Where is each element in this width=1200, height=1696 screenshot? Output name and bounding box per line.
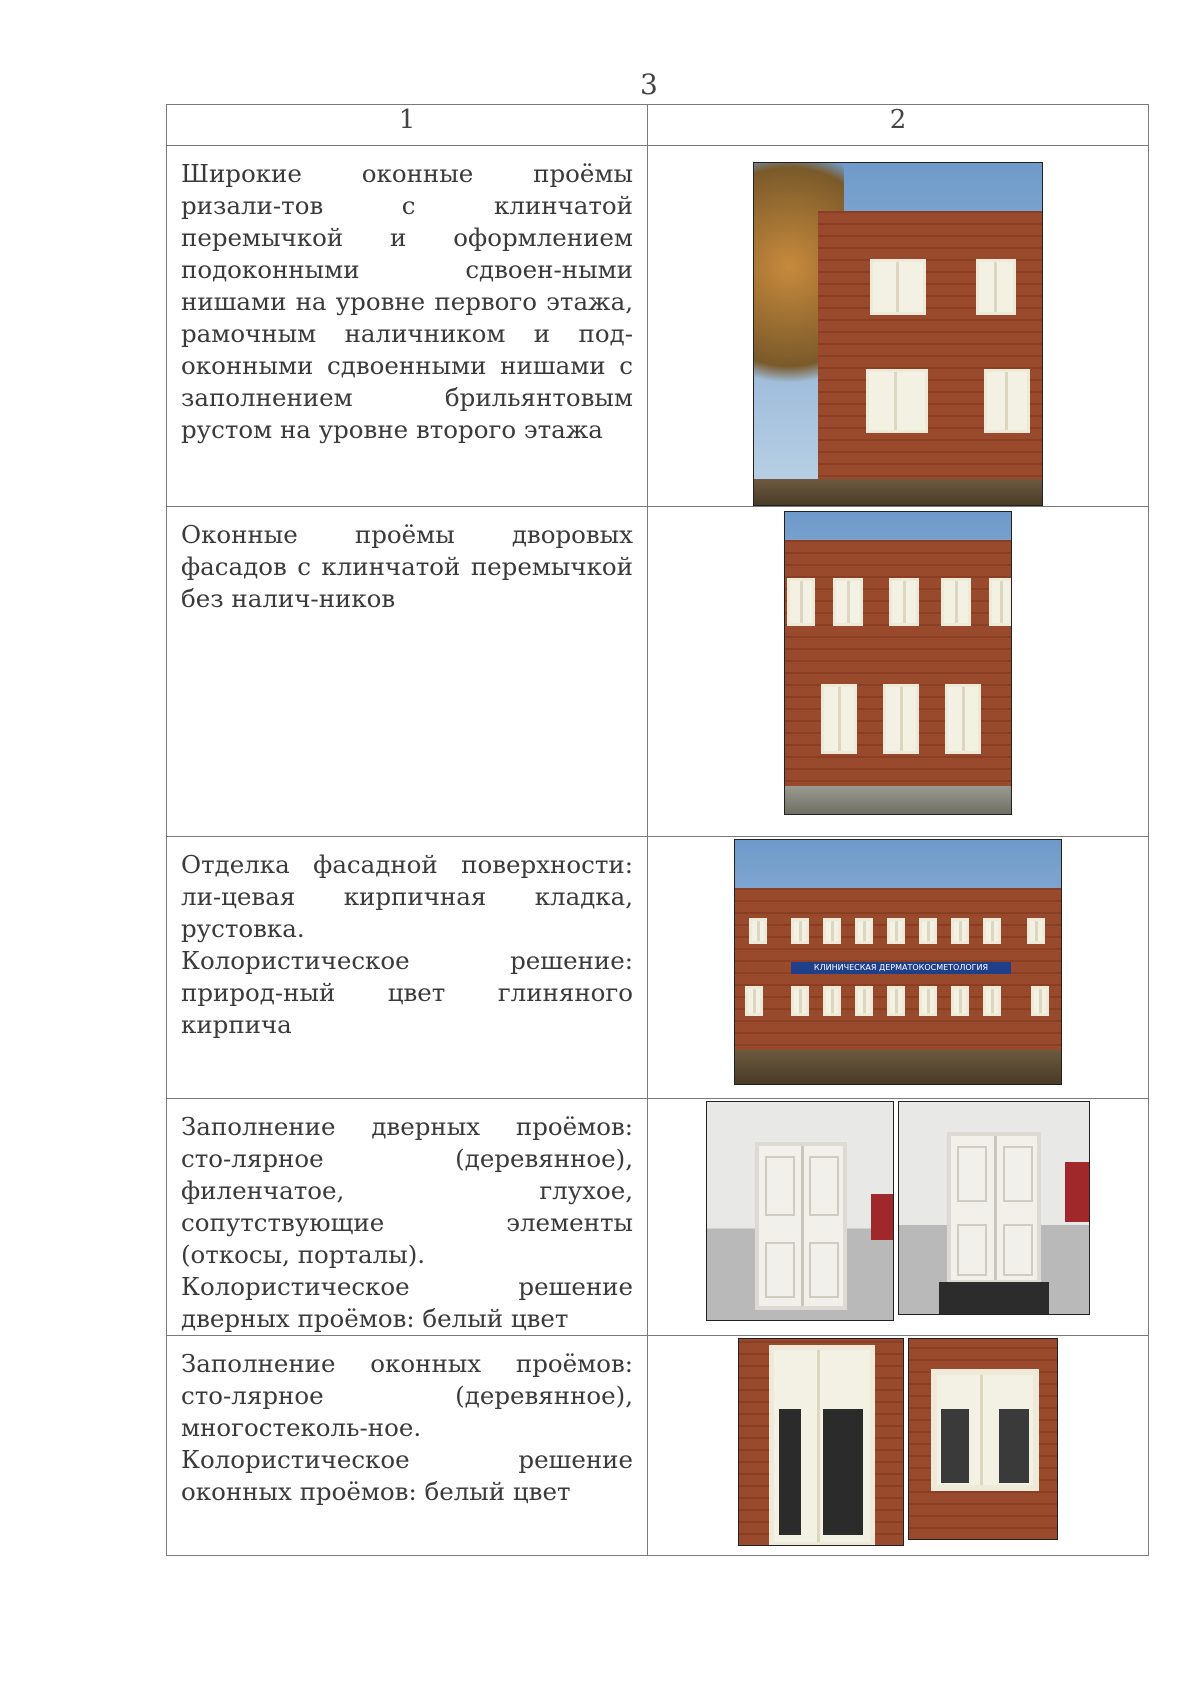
table-header-row [167, 105, 1149, 146]
row-2-photo-cell [648, 507, 1149, 837]
row-3-text-line-1: Отделка фасадной поверхности: ли-цевая кирпичная кладка, рустовка. [181, 850, 633, 943]
row-3-text-line-2: Колористическое решение: природ-ный цвет глиняного кирпича [181, 946, 633, 1039]
row-1-text: Широкие оконные проёмы ризали-тов с клинчатой перемычкой и оформлением подоконными сдвоен-ными нишами на уровне первого этажа, рамочным наличником и под-оконными сдвоенными нишами с заполнением брильянтовым рустом на уровне второго этажа [181, 159, 633, 444]
row-3-description [167, 837, 648, 1099]
table-row [167, 1099, 1149, 1336]
page-number: 3 [640, 68, 658, 101]
row-4-description [167, 1099, 648, 1336]
row-4-photo-cell [648, 1099, 1149, 1336]
facade-risalit-photo [753, 162, 1043, 506]
table-row [167, 837, 1149, 1099]
column-header-1: 1 [167, 105, 648, 146]
courtyard-facade-photo [784, 511, 1012, 815]
column-header-2: 2 [648, 105, 1149, 146]
tall-window-photo [738, 1338, 904, 1546]
row-5-description [167, 1336, 648, 1556]
row-5-photo-cell [648, 1336, 1149, 1556]
table-row [167, 146, 1149, 507]
row-2-text: Оконные проёмы дворовых фасадов с клинчатой перемычкой без налич-ников [181, 520, 633, 613]
row-5-text-line-1: Заполнение оконных проёмов: сто-лярное (деревянное), многостеколь-ное. [181, 1349, 633, 1442]
facade-elements-table [166, 104, 1149, 1556]
row-1-description [167, 146, 648, 507]
row-2-description [167, 507, 648, 837]
door-photo-left [706, 1101, 894, 1321]
row-4-text-line-1: Заполнение дверных проёмов: сто-лярное (деревянное), филенчатое, глухое, сопутствующие элементы (откосы, порталы). [181, 1112, 633, 1269]
row-1-photo-cell [648, 146, 1149, 507]
row-3-photo-cell [648, 837, 1149, 1099]
main-facade-photo [734, 839, 1062, 1085]
table-row [167, 507, 1149, 837]
framed-window-photo [908, 1338, 1058, 1540]
clinic-sign: КЛИНИЧЕСКАЯ ДЕРМАТОКОСМЕТОЛОГИЯ [791, 962, 1011, 974]
table-row [167, 1336, 1149, 1556]
row-4-text-line-2: Колористическое решение дверных проёмов: белый цвет [181, 1272, 633, 1333]
row-5-text-line-2: Колористическое решение оконных проёмов: белый цвет [181, 1445, 633, 1506]
door-photo-right [898, 1101, 1090, 1315]
